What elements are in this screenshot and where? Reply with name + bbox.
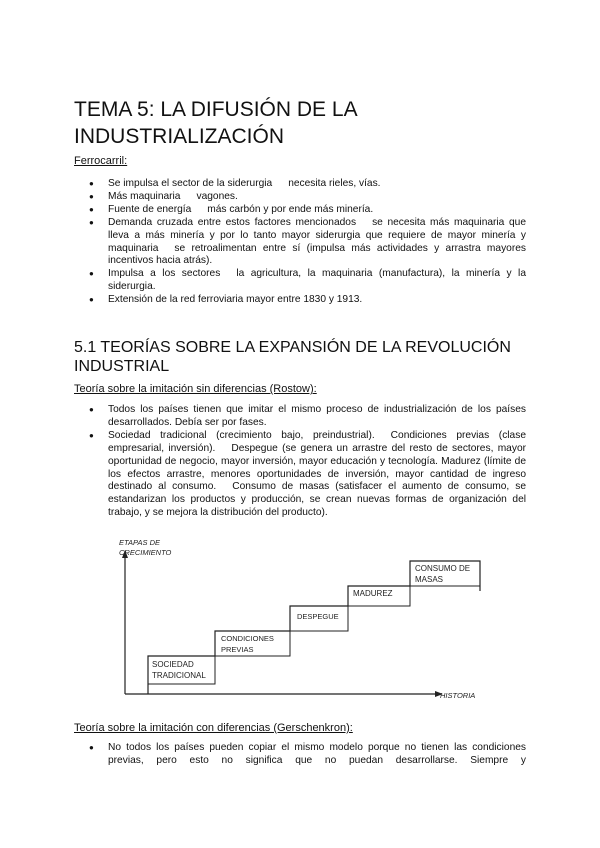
stage-label: CONSUMO DE bbox=[415, 564, 471, 573]
list-item: ● Sociedad tradicional (crecimiento bajo, preindustrial). Condiciones previas (clase empresarial, inversión). Despegue (se genera un arrastre del resto de sectores, mayor oportunidad de negocio, mayor inversión, mayor educación y tecnología. Madurez (límite de los efectos arrastre, menores oportunidades de inversión, mayor cantidad de ingreso destinado al consumo. Consumo de masas (satisfacer el aumento de consumo, se estandarizan los productos y producción, se crean nuevas formas de organización del trabajo, y se mejora la distribución del producto). bbox=[108, 430, 526, 520]
list-item: ● Demanda cruzada entre estos factores mencionados se necesita más maquinaria que lleva a más minería y por lo tanto mayor siderurgia que requiere de mayor minería y maquinaria se retroalimentan entre sí (impulsa más actividades y arrastra mayores incentivos hacia atrás). bbox=[108, 217, 526, 269]
stage-label: MADUREZ bbox=[353, 589, 393, 598]
stage-label: PREVIAS bbox=[221, 645, 254, 654]
list-item: ● Extensión de la red ferroviaria mayor entre 1830 y 1913. bbox=[108, 294, 526, 307]
gerschenkron-list bbox=[108, 742, 526, 768]
y-axis-label: ETAPAS DE bbox=[119, 538, 160, 547]
page-title: TEMA 5: LA DIFUSIÓN DE LA INDUSTRIALIZACIÓN bbox=[74, 98, 357, 148]
stage-label: TRADICIONAL bbox=[152, 671, 206, 680]
y-axis-label: CRECIMIENTO bbox=[119, 548, 172, 557]
list-item: ● Todos los países tienen que imitar el mismo proceso de industrialización de los países desarrollados. Debía ser por fases. bbox=[108, 404, 526, 430]
rostow-heading: Teoría sobre la imitación sin diferencias (Rostow): bbox=[74, 383, 317, 395]
list-item: ● Se impulsa el sector de la siderurgia necesita rieles, vías. bbox=[108, 178, 526, 191]
stage-label: DESPEGUE bbox=[297, 612, 339, 621]
stage-label: SOCIEDAD bbox=[152, 660, 194, 669]
section-title: 5.1 TEORÍAS SOBRE LA EXPANSIÓN DE LA REVOLUCIÓN INDUSTRIAL bbox=[74, 339, 511, 375]
x-axis-label: HISTORIA bbox=[440, 691, 476, 700]
list-item: ● No todos los países pueden copiar el mismo modelo porque no tienen las condiciones previas, pero esto no significa que no puedan desarrollarse. Siempre y bbox=[108, 742, 526, 768]
list-item: ● Más maquinaria vagones. bbox=[108, 191, 526, 204]
gerschenkron-heading: Teoría sobre la imitación con diferencias (Gerschenkron): bbox=[74, 722, 353, 734]
stage-label: CONDICIONES bbox=[221, 634, 274, 643]
ferrocarril-list bbox=[108, 178, 526, 307]
stage-label: MASAS bbox=[415, 575, 444, 584]
ferrocarril-heading: Ferrocarril: bbox=[74, 155, 128, 167]
list-item: ● Impulsa a los sectores la agricultura, la maquinaria (manufactura), la minería y la siderurgia. bbox=[108, 268, 526, 294]
growth-stages-diagram bbox=[115, 536, 495, 708]
list-item: ● Fuente de energía más carbón y por ende más minería. bbox=[108, 204, 526, 217]
rostow-list bbox=[108, 404, 526, 520]
